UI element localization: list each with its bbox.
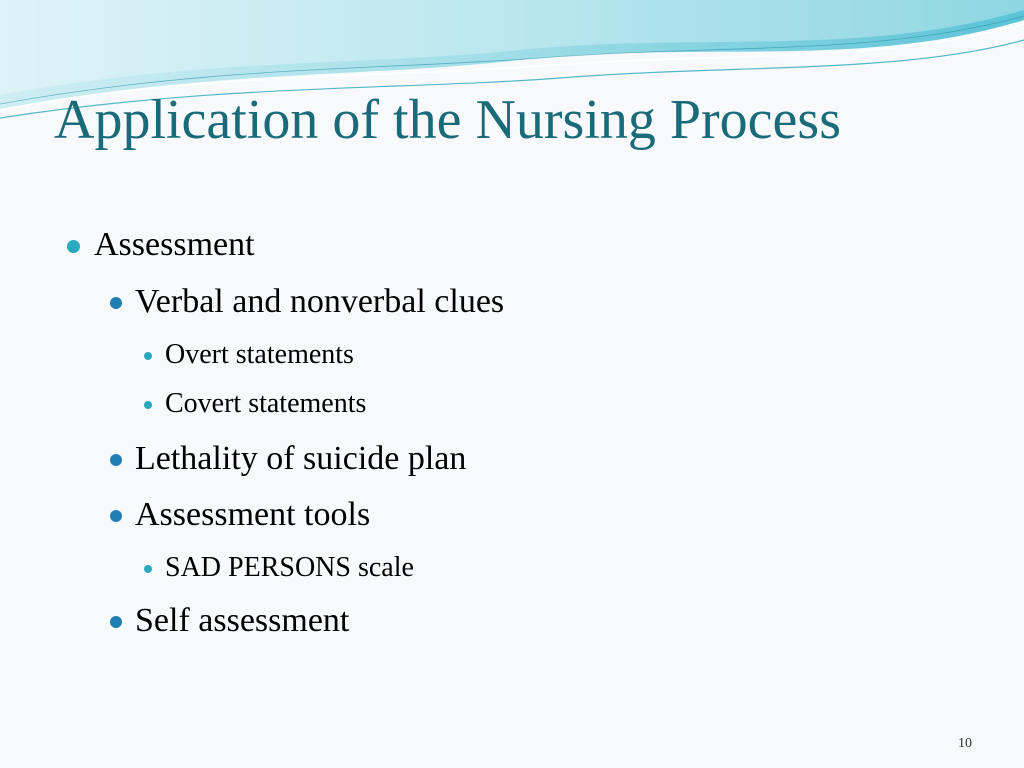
bullet-item: [165, 390, 366, 418]
bullet-dot-icon: [110, 510, 122, 522]
bullet-item: [135, 498, 370, 532]
bullet-dot-icon: [144, 565, 152, 573]
bullet-text: Self assessment: [135, 602, 350, 639]
bullet-item: [135, 285, 504, 319]
bullet-text: Covert statements: [165, 388, 367, 419]
bullet-dot-icon: [110, 454, 122, 466]
bullet-item: [135, 442, 466, 476]
bullet-text: Lethality of suicide plan: [135, 440, 467, 477]
bullet-text: Assessment tools: [135, 496, 371, 533]
bullet-dot-icon: [67, 240, 80, 253]
bullet-text: Assessment: [94, 226, 255, 263]
bullet-dot-icon: [144, 401, 152, 409]
bullet-dot-icon: [144, 352, 152, 360]
bullet-text: SAD PERSONS scale: [165, 552, 414, 583]
page-number: 10: [958, 736, 972, 751]
slide-title: Application of the Nursing Process: [54, 89, 841, 151]
bullet-text: Verbal and nonverbal clues: [135, 283, 505, 320]
bullet-text: Overt statements: [165, 339, 354, 370]
bullet-dot-icon: [110, 616, 122, 628]
bullet-item: [165, 554, 414, 582]
bullet-item: [165, 341, 354, 369]
bullet-item: [94, 228, 255, 262]
bullet-item: [135, 604, 349, 638]
bullet-dot-icon: [110, 297, 122, 309]
